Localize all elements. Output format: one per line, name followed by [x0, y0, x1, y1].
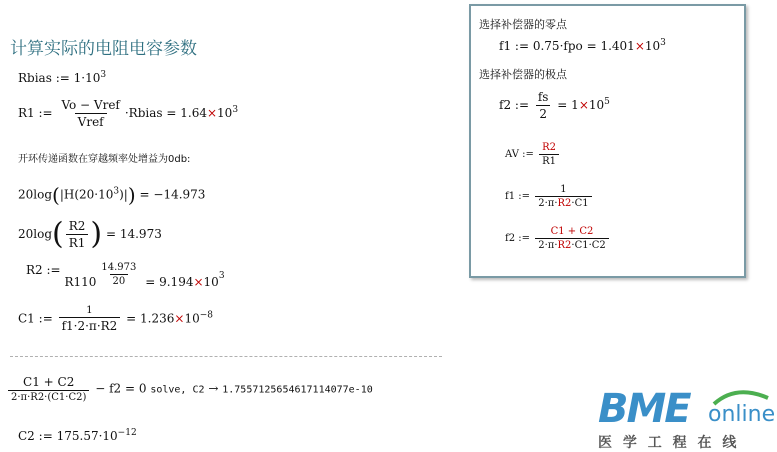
pole-label: 选择补偿器的极点 [479, 68, 567, 81]
page-title: 计算实际的电阻电容参数 [10, 39, 197, 59]
rbias-assign: := [55, 71, 70, 85]
rbias-lhs: Rbias [18, 71, 52, 85]
r1-base: 10 [217, 106, 233, 120]
r1-times: × [206, 106, 218, 120]
r2-assign: := [46, 263, 61, 277]
c2-rhs: 175.57·10 [56, 429, 118, 443]
ratio-denominator: R1 [66, 234, 89, 250]
f1-assign: := [514, 39, 530, 53]
f1-tenbase: 10 [644, 39, 661, 53]
av-fraction [539, 142, 559, 167]
solve-keyword: solve, C2 [150, 384, 205, 396]
r1-equation [18, 98, 238, 129]
f2-times: × [578, 98, 589, 112]
f2-denominator: 2 [536, 105, 550, 121]
solve-tail: − f2 [95, 381, 122, 396]
rbias-equation [18, 70, 106, 85]
f2-exp: 5 [604, 97, 610, 107]
av-lhs: AV [505, 149, 519, 160]
r2-exponent-fraction [98, 262, 139, 287]
logo-bme: BME [598, 386, 690, 432]
r2-result: 9.194 [159, 275, 194, 289]
f1-rhs: 0.75·fpo [532, 39, 583, 53]
ratio-equation: 20log( $\frac{R2}{R1}$ ) = 14.973 [18, 216, 162, 252]
f1-times: × [634, 39, 645, 53]
f2f-den-red: R2 [557, 240, 572, 251]
r1-result: 1.64 [180, 106, 207, 120]
f2f-lhs: f2 [505, 233, 516, 244]
r1-eq: = [166, 106, 177, 120]
ratio-eq: = [105, 227, 117, 241]
f1f-fraction [535, 184, 591, 209]
ratio-numerator: R2 [68, 219, 86, 233]
r1-exp: 3 [232, 105, 239, 115]
c2-exp: −12 [117, 428, 137, 438]
f2-lhs: f2 [499, 98, 512, 112]
f2f-numerator: C1 + C2 [550, 226, 594, 237]
c1-numerator: 1 [86, 305, 93, 316]
r2-equation [26, 262, 225, 289]
f1f-den-a: 2·π· [538, 198, 558, 209]
f2-tenbase: 10 [588, 98, 605, 112]
r1-tail: ·Rbias [124, 106, 163, 120]
f2-eq: = [557, 98, 568, 112]
gain-text: 20log [18, 187, 53, 202]
r1-lhs: R1 [18, 106, 35, 120]
f2-formula [505, 226, 611, 251]
f1f-den-red: R2 [557, 198, 572, 209]
r2-exp: 3 [218, 271, 225, 281]
ratio-result: 14.973 [119, 227, 162, 241]
rbias-exp: 3 [100, 70, 107, 80]
solve-numerator: C1 + C2 [23, 375, 75, 389]
f1f-numerator: 1 [560, 184, 567, 195]
gain-equation: $20\log(|H(20\cdot 10^3)|) = -14.973$ [18, 183, 206, 207]
r1-fraction [58, 98, 122, 129]
gain-h: H [63, 187, 75, 202]
solve-fraction [8, 375, 89, 403]
c1-equation [18, 305, 213, 333]
logo-tagline: 医 学 工 程 在 线 [598, 435, 740, 451]
gain-note: 开环传递函数在穿越频率处增益为0db: [18, 154, 191, 165]
f2-assign: := [514, 98, 530, 112]
f1f-den-b: ·C1 [571, 198, 589, 209]
gain-eq: = [139, 187, 150, 202]
av-assign: := [522, 149, 534, 160]
r2-tenbase: 10 [203, 275, 219, 289]
r2-lhs: R2 [26, 263, 43, 277]
logo-online: online [708, 402, 776, 427]
f1f-assign: := [518, 191, 531, 202]
c1-result: 1.236 [140, 311, 175, 326]
f1-equation [499, 38, 666, 53]
f1f-lhs: f1 [505, 191, 516, 202]
rbias-rhs: 1·10 [73, 71, 101, 85]
compensator-panel [469, 4, 746, 278]
f1-lhs: f1 [499, 39, 512, 53]
f2-numerator: fs [537, 90, 549, 104]
solve-result: 1.7557125654617114077e-10 [222, 384, 373, 396]
f2f-fraction [535, 226, 609, 251]
f2-equation [499, 90, 610, 121]
r1-numerator: Vo − Vref [61, 98, 120, 112]
f1-formula [505, 184, 594, 209]
solve-arrow: → [208, 381, 219, 396]
av-denominator: R1 [539, 154, 559, 167]
f1-result: 1.401 [600, 39, 635, 53]
r2-base: R110 [64, 275, 97, 289]
c1-tenbase: 10 [184, 311, 200, 326]
r2-times: × [193, 275, 204, 289]
ratio-text: 20log [18, 227, 53, 241]
r1-denominator: Vref [75, 113, 107, 129]
gain-arg-exp: 3 [113, 186, 120, 197]
ratio-fraction [66, 219, 89, 250]
f2-fraction [535, 90, 552, 121]
c2-assign: := [38, 429, 53, 443]
r2-exp-den: 20 [110, 274, 129, 287]
c1-lhs: C1 [18, 311, 35, 326]
solve-equation [6, 375, 373, 403]
av-formula [505, 142, 561, 167]
section-divider [10, 356, 442, 357]
c1-eq: = [126, 311, 137, 326]
f2f-assign: := [518, 233, 531, 244]
gain-arg: 20·10 [79, 187, 114, 202]
c1-times: × [174, 311, 185, 326]
f2-result: 1 [571, 98, 579, 112]
c1-denominator: f1·2·π·R2 [59, 317, 121, 333]
c1-fraction [59, 305, 121, 333]
av-numerator: R2 [542, 142, 556, 153]
r2-eq: = [145, 275, 156, 289]
f1-exp: 3 [660, 38, 666, 48]
c1-exp: −8 [199, 310, 214, 321]
c2-lhs: C2 [18, 429, 35, 443]
c1-assign: := [38, 311, 53, 326]
r1-assign: := [38, 106, 53, 120]
solve-eq: = 0 [124, 381, 147, 396]
r2-exp-num: 14.973 [101, 262, 137, 273]
f2f-den-b: ·C1·C2 [571, 240, 606, 251]
solve-denominator: 2·π·R2·(C1·C2) [8, 390, 89, 403]
f1-eq: = [586, 39, 597, 53]
zero-label: 选择补偿器的零点 [479, 18, 567, 31]
f2f-den-a: 2·π· [538, 240, 558, 251]
c2-equation [18, 428, 137, 443]
gain-result: −14.973 [153, 187, 206, 202]
